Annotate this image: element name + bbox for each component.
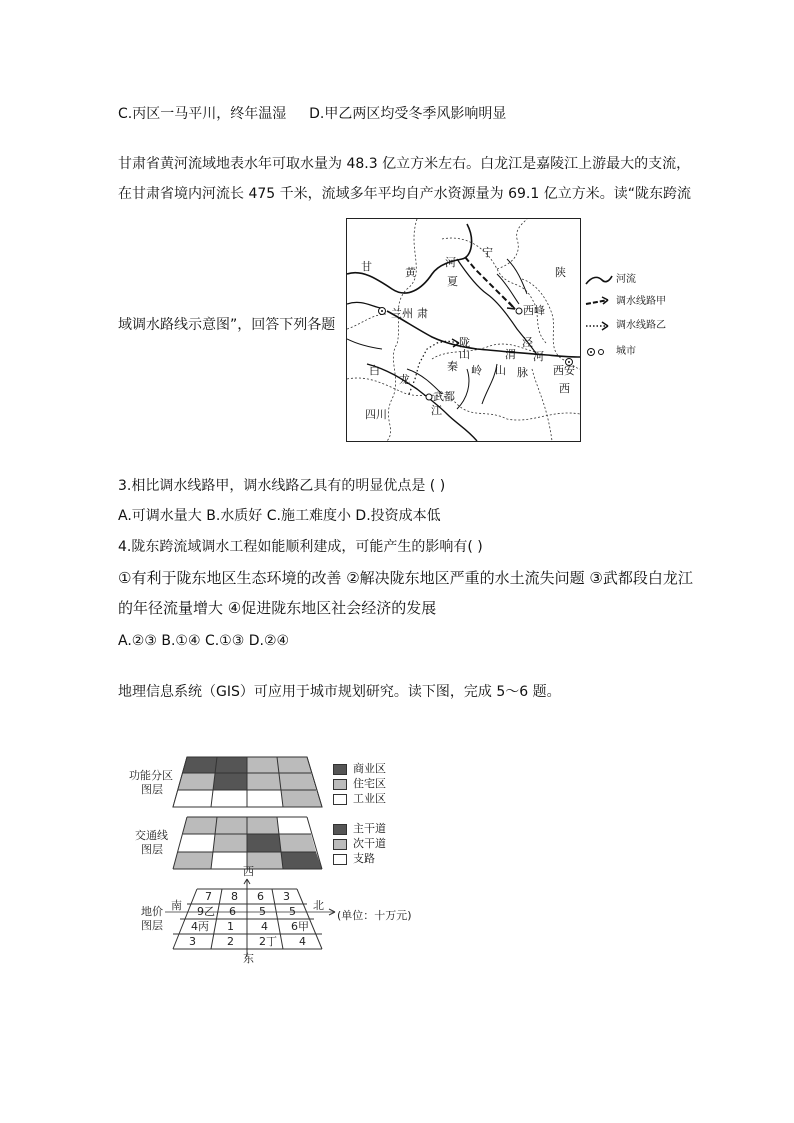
map-label-qin: 秦 [447,360,458,373]
map-label-mai: 脉 [517,366,528,379]
intro-line-3: 域调水路线示意图”，回答下列各题 [118,317,336,333]
price-cell: 3 [283,890,290,903]
price-cell: 9乙 [197,905,215,918]
map-label-he: 河 [445,256,456,269]
q3-options: A.可调水量大 B.水质好 C.施工难度小 D.投资成本低 [118,508,441,524]
price-cell: 8 [231,890,238,903]
map-label-xi: 西 [559,382,570,395]
map-label-jing: 泾 [522,336,533,349]
layer-functional-zones [173,757,322,807]
price-cell: 2丁 [259,935,277,948]
gis-layer3-label-line2: 图层 [141,919,163,932]
water-transfer-map [346,218,581,442]
gis-layer3-label-line1: 地价 [141,905,163,918]
gis-layers-figure [125,752,425,967]
map-label-jiang: 江 [431,404,442,417]
map-label-wudu: 武都 [433,390,455,403]
swatch-dark-icon [333,764,347,775]
legend-residential: 住宅区 [333,777,386,791]
price-cell: 1 [227,920,234,933]
map-label-xifeng: 西峰 [523,304,545,317]
price-cell: 6甲 [291,920,309,933]
gis-intro: 地理信息系统（GIS）可应用于城市规划研究。读下图，完成 5～6 题。 [118,684,561,700]
swatch-light-icon [333,794,347,805]
intro-line-2: 在甘肃省境内河流长 475 千米，流域多年平均自产水资源量为 69.1 亿立方米。读“陇东跨流 [118,186,691,202]
map-label-shaan: 陕 [555,266,566,279]
map-label-ling: 岭 [471,364,482,377]
option-c: C.丙区一马平川，终年温湿 [118,106,287,122]
route-b-symbol-icon [584,318,614,334]
route-a-symbol-icon [584,294,614,310]
legend-branch-road: 支路 [333,852,375,866]
q4-stem: 4.陇东跨流域调水工程如能顺利建成，可能产生的影响有( ) [118,539,483,555]
map-label-long: 陇 [459,336,470,349]
legend-city-label: 城市 [616,346,636,357]
gis-layer1-label-line1: 功能分区 [129,769,173,782]
dir-east: 东 [243,952,254,965]
legend-industrial: 工业区 [333,792,386,806]
price-cell: 6 [257,890,264,903]
q4-options: A.②③ B.①④ C.①③ D.②④ [118,633,290,649]
price-cell: 3 [189,935,196,948]
swatch-dark-icon [333,824,347,835]
option-d: D.甲乙两区均受冬季风影响明显 [309,106,507,122]
map-label-gan: 甘 [361,260,372,273]
price-cell: 5 [289,905,296,918]
map-label-lanzhou: 兰州 [391,307,413,320]
map-label-shan2: 山 [495,364,506,377]
option-line-cd [118,104,506,124]
intro-line-1: 甘肃省黄河流域地表水年可取水量为 48.3 亿立方米左右。白龙江是嘉陵江上游最大的支流， [118,156,691,172]
map-label-long2: 龙 [399,373,410,386]
map-label-ning: 宁 [482,246,493,259]
legend-commercial: 商业区 [333,762,386,776]
price-cell: 2 [227,935,234,948]
legend-route-a-label: 调水线路甲 [616,296,666,307]
legend-route-b-label: 调水线路乙 [616,320,666,331]
legend-route-a [584,294,664,310]
dir-north: 北 [313,899,324,912]
map-label-bai: 白 [369,364,380,377]
map-label-huang: 黄 [405,266,416,279]
price-cell: 4 [299,935,306,948]
price-cell: 5 [259,905,266,918]
gis-layer1-label-line2: 图层 [141,783,163,796]
dir-west: 西 [243,865,254,878]
legend-river [584,272,664,288]
map-label-wei: 渭 [505,348,516,361]
gis-layer2-label-line1: 交通线 [135,829,168,842]
price-cell: 7 [205,890,212,903]
legend-city [584,344,664,360]
legend-river-label: 河流 [616,274,636,285]
city-symbol-icon [584,344,614,360]
q4-line-1: ①有利于陇东地区生态环境的改善 ②解决陇东地区严重的水土流失问题 ③武都段白龙江 [118,569,693,587]
price-cell: 6 [229,905,236,918]
q3-stem: 3.相比调水线路甲，调水线路乙具有的明显优点是 ( ) [118,478,446,494]
layer-transport [173,817,322,869]
dir-south: 南 [171,899,182,912]
swatch-mid-icon [333,779,347,790]
swatch-light-icon [333,854,347,865]
swatch-mid-icon [333,839,347,850]
legend-main-road: 主干道 [333,822,386,836]
price-cell: 4 [261,920,268,933]
map-label-xian: 西安 [553,364,575,377]
map-label-sichuan: 四川 [365,408,387,421]
map-label-he2: 河 [533,350,544,363]
gis-layer2-label-line2: 图层 [141,843,163,856]
q4-line-2: 的年径流量增大 ④促进陇东地区社会经济的发展 [118,599,437,617]
legend-route-b [584,318,664,334]
legend-secondary-road: 次干道 [333,837,386,851]
price-unit: (单位：十万元) [337,909,412,922]
river-symbol-icon [584,272,614,288]
map-legend [584,272,664,382]
map-label-su: 肃 [417,307,428,320]
map-label-shan: 山 [459,348,470,361]
map-label-xia: 夏 [447,275,458,288]
price-cell: 4丙 [191,920,209,933]
